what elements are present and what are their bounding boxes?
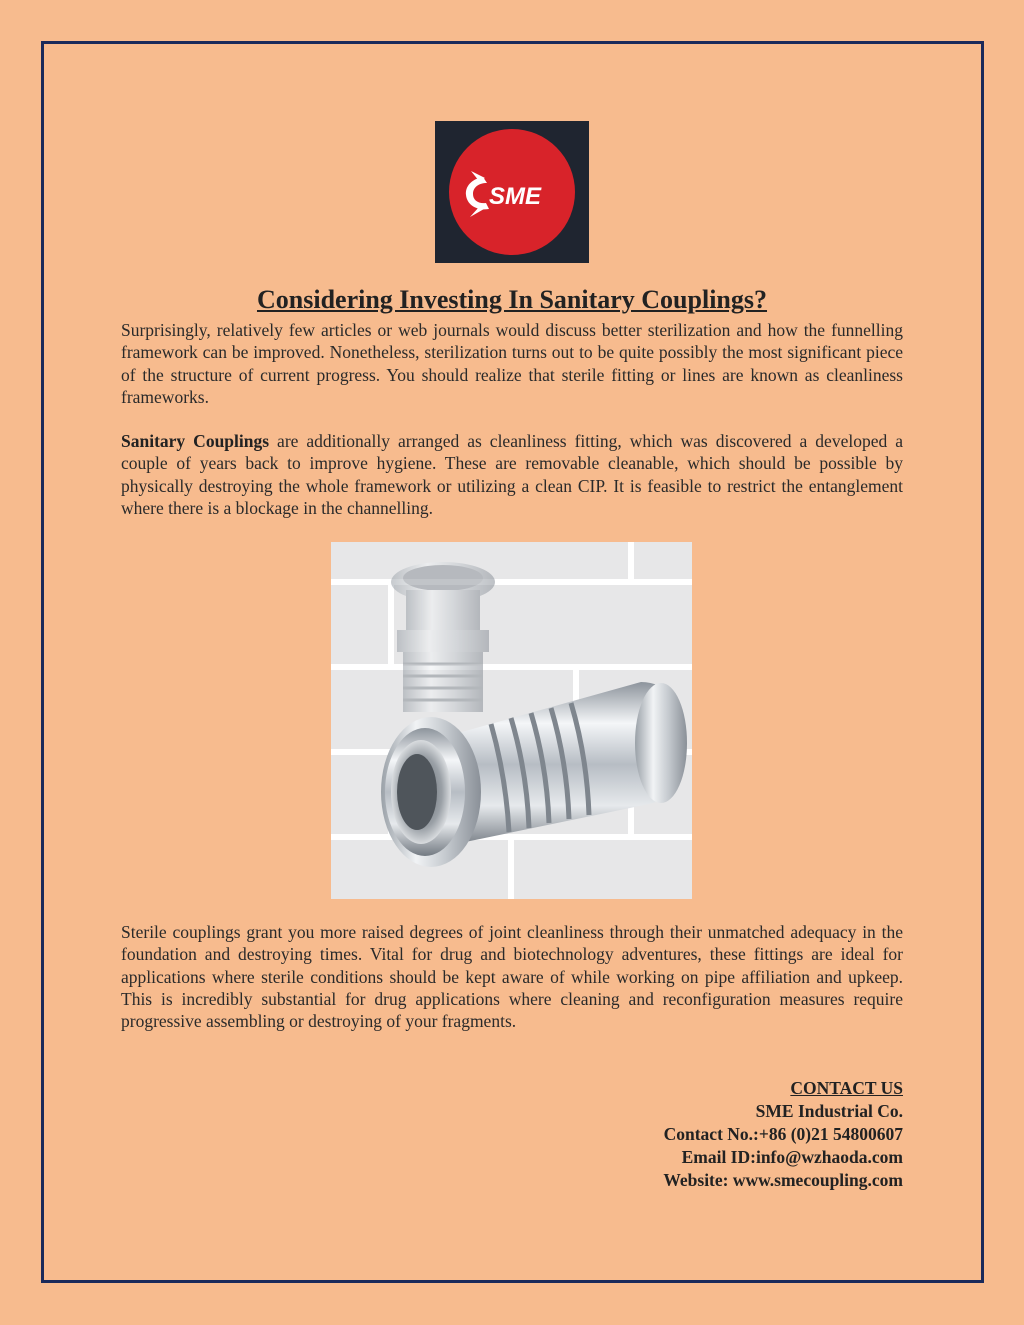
logo-text: SME <box>489 183 542 210</box>
sanitary-coupling-photo-icon <box>331 542 692 899</box>
contact-block <box>663 1077 903 1192</box>
contact-us-heading: CONTACT US <box>790 1078 903 1098</box>
sterile-couplings-paragraph: Sterile couplings grant you more raised degrees of joint cleanliness through their unmatched adequacy in the foundation and destroying times. Vital for drug and biotechnology adventures, these fittings are ideal for applications where sterile conditions should be kept aware of while working on pipe affiliation and upkeep. This is incredibly substantial for drug applications where cleaning and reconfiguration measures require progressive assembling or destroying of your fragments. <box>121 922 903 1032</box>
contact-phone: Contact No.:+86 (0)21 54800607 <box>663 1124 903 1144</box>
sme-logo <box>435 121 589 263</box>
sme-logo-icon <box>449 129 575 255</box>
contact-email[interactable]: Email ID:info@wzhaoda.com <box>681 1147 903 1167</box>
logo-circle <box>449 129 575 255</box>
company-name: SME Industrial Co. <box>755 1101 903 1121</box>
sanitary-couplings-text: are additionally arranged as cleanliness fitting, which was discovered a developed a couple of years back to improve hygiene. These are removable cleanable, which should be possible by physically destroying the whole framework or utilizing a clean CIP. It is feasible to restrict the entanglement where there is a blockage in the channelling. <box>121 431 903 518</box>
sanitary-couplings-term[interactable]: Sanitary Couplings <box>121 431 270 451</box>
sanitary-couplings-paragraph <box>121 430 903 519</box>
intro-paragraph: Surprisingly, relatively few articles or web journals would discuss better sterilization and how the funnelling framework can be improved. Nonetheless, sterilization turns out to be quite possibly the most significant piece of the structure of current progress. You should realize that sterile fitting or lines are known as cleanliness frameworks. <box>121 320 903 407</box>
product-image <box>331 542 692 899</box>
page-title: Considering Investing In Sanitary Couplings? <box>256 285 768 314</box>
contact-website[interactable]: Website: www.smecoupling.com <box>663 1170 903 1190</box>
